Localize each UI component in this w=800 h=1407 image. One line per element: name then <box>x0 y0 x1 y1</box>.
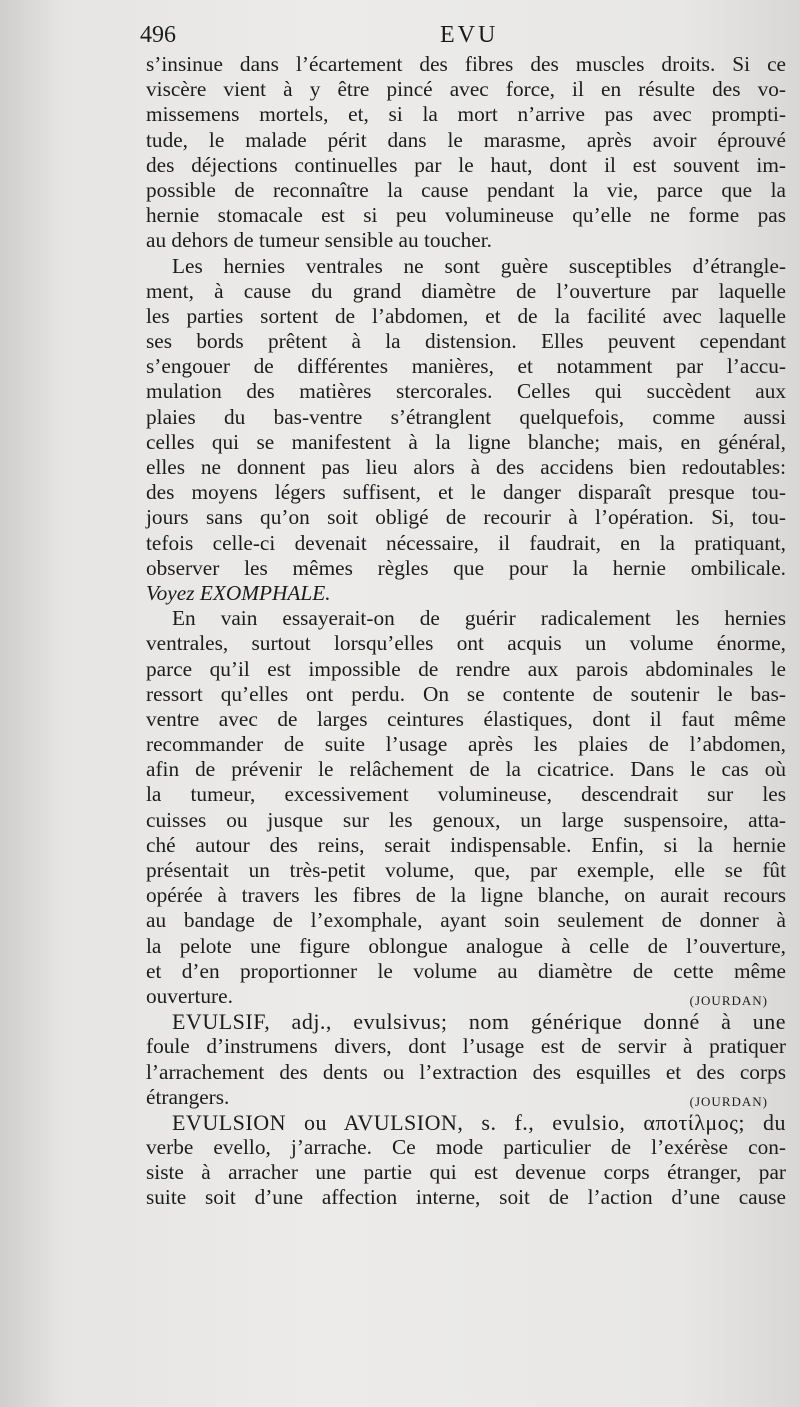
text-line: viscère vient à y être pincé avec force, il en résulte des vo- <box>146 77 786 102</box>
author-signature: (JOURDAN) <box>689 1093 768 1109</box>
text-line: observer les mêmes règles que pour la hernie ombilicale. <box>146 555 786 580</box>
text-line: s’engouer de différentes manières, et notamment par l’accu- <box>146 354 786 379</box>
text-line: foule d’instrumens divers, dont l’usage est de servir à pratiquer <box>146 1034 786 1059</box>
text-line: possible de reconnaître la cause pendant la vie, parce que la <box>146 177 786 202</box>
text-line: Les hernies ventrales ne sont guère susceptibles d’étrangle- <box>172 253 786 278</box>
running-head: EVU <box>440 22 499 48</box>
entry-headword: EVULSIF, adj., evulsivus; nom générique donné à une <box>172 1009 786 1035</box>
paragraph-end <box>146 1085 786 1110</box>
text-line: ressort qu’elles ont perdu. On se contente de soutenir le bas- <box>146 681 786 706</box>
text-line: hernie stomacale est si peu volumineuse qu’elle ne forme pas <box>146 203 786 228</box>
text-line: parce qu’il est impossible de rendre aux parois abdominales le <box>146 656 786 681</box>
text-line: au bandage de l’exomphale, ayant soin seulement de donner à <box>146 908 786 933</box>
text-line: missemens mortels, et, si la mort n’arrive pas avec prompti- <box>146 102 786 127</box>
text-line: les parties sortent de l’abdomen, et de la facilité avec laquelle <box>146 303 786 328</box>
text-line: plaies du bas-ventre s’étranglent quelquefois, comme aussi <box>146 404 786 429</box>
text-line: ment, à cause du grand diamètre de l’ouverture par laquelle <box>146 278 786 303</box>
text-line: ché autour des reins, serait indispensable. Enfin, si la hernie <box>146 832 786 857</box>
text-line: siste à arracher une partie qui est devenue corps étranger, par <box>146 1160 786 1185</box>
text-line: ouverture. <box>146 983 233 1008</box>
text-line: étrangers. <box>146 1084 230 1109</box>
text-line: ventrales, surtout lorsqu’elles ont acquis un volume énorme, <box>146 631 786 656</box>
paragraph-end <box>146 984 786 1009</box>
cross-reference: Voyez EXOMPHALE. <box>146 580 331 605</box>
text-line: des déjections continuelles par le haut, dont il est souvent im- <box>146 152 786 177</box>
text-line: ses bords prêtent à la distension. Elles peuvent cependant <box>146 329 786 354</box>
text-line: elles ne donnent pas lieu alors à des accidens bien redoutables: <box>146 455 786 479</box>
text-line: s’insinue dans l’écartement des fibres des muscles droits. Si ce <box>146 52 786 76</box>
text-line: opérée à travers les fibres de la ligne blanche, on aurait recours <box>146 883 786 908</box>
text-line: En vain essayerait-on de guérir radicalement les hernies <box>172 606 786 631</box>
text-line: des moyens légers suffisent, et le danger disparaît presque tou- <box>146 480 786 505</box>
text-line: celles qui se manifestent à la ligne blanche; mais, en général, <box>146 429 786 454</box>
page-header <box>140 22 785 50</box>
text-line: mulation des matières stercorales. Celles qui succèdent aux <box>146 379 786 404</box>
text-line: verbe evello, j’arrache. Ce mode particulier de l’exérèse con- <box>146 1135 786 1160</box>
text-line: suite soit d’une affection interne, soit de l’action d’une cause <box>146 1185 786 1210</box>
text-line: jours sans qu’on soit obligé de recourir à l’opération. Si, tou- <box>146 505 786 530</box>
author-signature: (JOURDAN) <box>689 992 768 1008</box>
text-line: cuisses ou jusque sur les genoux, un large suspensoire, atta- <box>146 807 786 832</box>
text-line: tude, le malade périt dans le marasme, après avoir éprouvé <box>146 127 786 152</box>
text-line: ventre avec de larges ceintures élastiques, dont il faut même <box>146 706 786 731</box>
text-line: tefois celle-ci devenait nécessaire, il faudrait, en la pratiquant, <box>146 530 786 555</box>
text-line: afin de prévenir le relâchement de la cicatrice. Dans le cas où <box>146 757 786 782</box>
text-line: recommander de suite l’usage après les plaies de l’abdomen, <box>146 732 786 757</box>
text-line: l’arrachement des dents ou l’extraction des esquilles et des corps <box>146 1059 786 1084</box>
entry-headword: EVULSION ou AVULSION, s. f., evulsio, αποτίλμος; du <box>172 1109 786 1135</box>
text-line: la tumeur, excessivement volumineuse, descendrait sur les <box>146 782 786 807</box>
text-column <box>146 52 786 1211</box>
text-line: au dehors de tumeur sensible au toucher. <box>146 228 492 253</box>
text-line: et d’en proportionner le volume au diamètre de cette même <box>146 958 786 983</box>
text-line: la pelote une figure oblongue analogue à celle de l’ouverture, <box>146 933 786 958</box>
page-number: 496 <box>140 22 176 48</box>
text-line: présentait un très-petit volume, que, par exemple, elle se fût <box>146 858 786 882</box>
